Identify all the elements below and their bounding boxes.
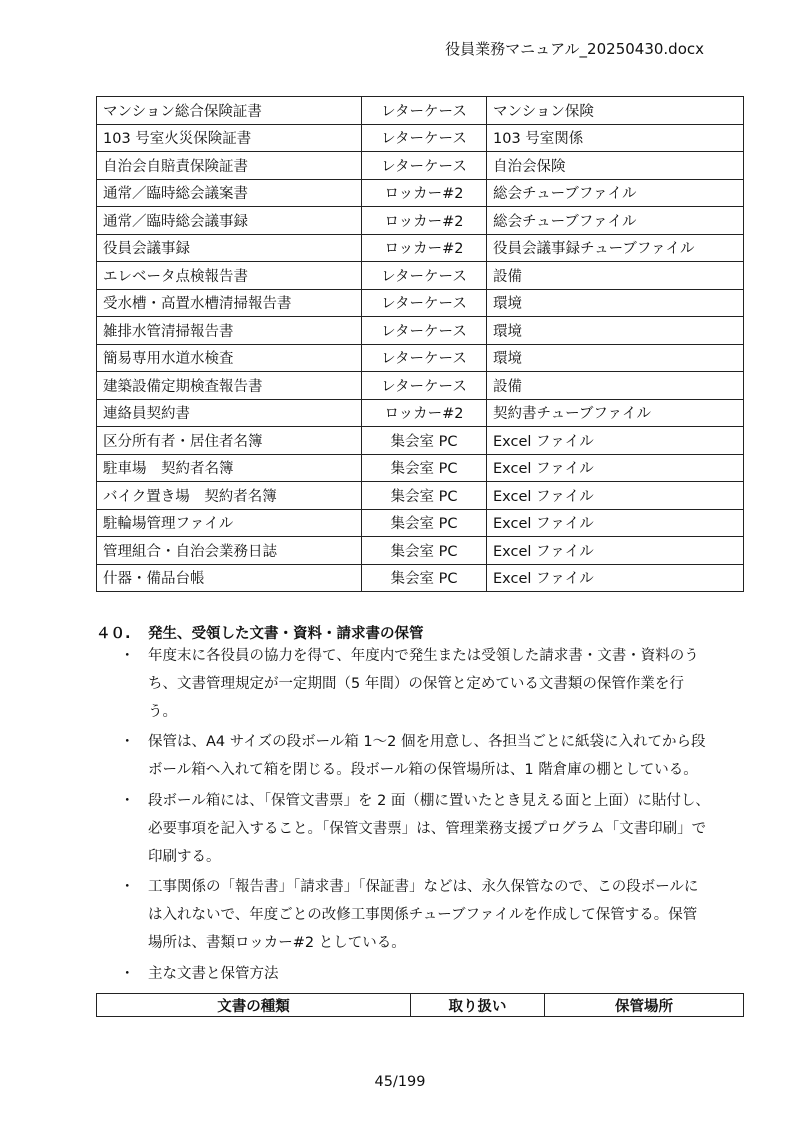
list-item: ・ 段ボール箱には、「保管文書票」を 2 面（棚に置いたとき見える面と上面）に貼付し、必要事項を記入すること。「保管文書票」は、管理業務支援プログラム「文書印刷」で印刷する。 (120, 788, 710, 871)
document-name-cell: エレベータ点検報告書 (97, 262, 362, 290)
section-title: 発生、受領した文書・資料・請求書の保管 (148, 626, 424, 642)
storage-place-cell: レターケース (362, 97, 487, 125)
storage-place-cell: ロッカー#2 (362, 207, 487, 235)
file-category-cell: 契約書チューブファイル (487, 399, 744, 427)
storage-place-cell: 集会室 PC (362, 454, 487, 482)
storage-place-cell: ロッカー#2 (362, 234, 487, 262)
list-item: ・ 主な文書と保管方法 (120, 961, 710, 989)
table-row (97, 207, 744, 235)
table-header-row (97, 994, 744, 1017)
list-item: ・ 工事関係の「報告書」「請求書」「保証書」などは、永久保管なので、この段ボールには入れないで、年度ごとの改修工事関係チューブファイルを作成して保管する。保管場所は、書類ロッカー#2 としている。 (120, 874, 710, 957)
table-row (97, 564, 744, 592)
document-name-cell: 通常／臨時総会議事録 (97, 207, 362, 235)
storage-place-cell: 集会室 PC (362, 509, 487, 537)
file-category-cell: 設備 (487, 262, 744, 290)
file-category-cell: マンション保険 (487, 97, 744, 125)
document-name-cell: 連絡員契約書 (97, 399, 362, 427)
table-row (97, 234, 744, 262)
table-row (97, 152, 744, 180)
bullet-mark: ・ (120, 792, 135, 809)
bullet-mark: ・ (120, 879, 135, 896)
document-name-cell: 103 号室火災保険証書 (97, 124, 362, 152)
header-storage-location: 保管場所 (545, 994, 744, 1017)
table-row (97, 454, 744, 482)
storage-place-cell: ロッカー#2 (362, 399, 487, 427)
storage-place-cell: レターケース (362, 289, 487, 317)
section-heading (96, 622, 424, 643)
list-item: ・ 保管は、A4 サイズの段ボール箱 1〜2 個を用意し、各担当ごとに紙袋に入れてから段ボール箱へ入れて箱を閉じる。段ボール箱の保管場所は、1 階倉庫の棚としている。 (120, 729, 710, 785)
table-row (97, 262, 744, 290)
document-filename: 役員業務マニュアル_20250430.docx (445, 40, 704, 58)
document-storage-table (96, 96, 744, 592)
table-row (97, 427, 744, 455)
table-row (97, 179, 744, 207)
table-row (97, 124, 744, 152)
document-name-cell: 簡易専用水道水検査 (97, 344, 362, 372)
storage-place-cell: レターケース (362, 124, 487, 152)
bullet-mark: ・ (120, 734, 135, 751)
file-category-cell: Excel ファイル (487, 509, 744, 537)
document-types-table (96, 993, 744, 1017)
table-row (97, 399, 744, 427)
storage-place-cell: 集会室 PC (362, 537, 487, 565)
file-category-cell: 環境 (487, 317, 744, 345)
storage-place-cell: レターケース (362, 152, 487, 180)
table-row (97, 482, 744, 510)
document-name-cell: 駐輪場管理ファイル (97, 509, 362, 537)
file-category-cell: Excel ファイル (487, 427, 744, 455)
bullet-mark: ・ (120, 965, 135, 982)
file-category-cell: Excel ファイル (487, 564, 744, 592)
storage-place-cell: レターケース (362, 262, 487, 290)
document-name-cell: 役員会議事録 (97, 234, 362, 262)
storage-place-cell: 集会室 PC (362, 564, 487, 592)
file-category-cell: Excel ファイル (487, 482, 744, 510)
file-category-cell: 設備 (487, 372, 744, 400)
document-name-cell: 什器・備品台帳 (97, 564, 362, 592)
document-name-cell: 駐車場 契約者名簿 (97, 454, 362, 482)
file-category-cell: Excel ファイル (487, 537, 744, 565)
table-row (97, 537, 744, 565)
file-category-cell: 環境 (487, 289, 744, 317)
table-row (97, 372, 744, 400)
table-row (97, 97, 744, 125)
table-row (97, 289, 744, 317)
file-category-cell: 103 号室関係 (487, 124, 744, 152)
document-name-cell: 自治会自賠責保険証書 (97, 152, 362, 180)
table-row (97, 317, 744, 345)
section-bullet-list (120, 643, 710, 992)
storage-place-cell: レターケース (362, 344, 487, 372)
file-category-cell: 総会チューブファイル (487, 207, 744, 235)
document-name-cell: 雑排水管清掃報告書 (97, 317, 362, 345)
document-name-cell: 管理組合・自治会業務日誌 (97, 537, 362, 565)
file-category-cell: 役員会議事録チューブファイル (487, 234, 744, 262)
file-category-cell: Excel ファイル (487, 454, 744, 482)
document-name-cell: 建築設備定期検査報告書 (97, 372, 362, 400)
storage-place-cell: 集会室 PC (362, 427, 487, 455)
header-handling: 取り扱い (411, 994, 545, 1017)
list-item: ・ 年度末に各役員の協力を得て、年度内で発生または受領した請求書・文書・資料のうち、文書管理規定が一定期間（5 年間）の保管と定めている文書類の保管作業を行う。 (120, 643, 710, 726)
storage-place-cell: レターケース (362, 317, 487, 345)
file-category-cell: 環境 (487, 344, 744, 372)
section-number: ４０. (96, 626, 131, 642)
document-name-cell: 通常／臨時総会議案書 (97, 179, 362, 207)
document-name-cell: バイク置き場 契約者名簿 (97, 482, 362, 510)
bullet-mark: ・ (120, 648, 135, 664)
file-category-cell: 総会チューブファイル (487, 179, 744, 207)
table-row (97, 509, 744, 537)
document-name-cell: 受水槽・高置水槽清掃報告書 (97, 289, 362, 317)
page-number: 45/199 (374, 1074, 426, 1090)
document-name-cell: マンション総合保険証書 (97, 97, 362, 125)
storage-place-cell: ロッカー#2 (362, 179, 487, 207)
file-category-cell: 自治会保険 (487, 152, 744, 180)
table-row (97, 344, 744, 372)
document-name-cell: 区分所有者・居住者名簿 (97, 427, 362, 455)
storage-place-cell: 集会室 PC (362, 482, 487, 510)
header-document-type: 文書の種類 (97, 994, 411, 1017)
storage-place-cell: レターケース (362, 372, 487, 400)
